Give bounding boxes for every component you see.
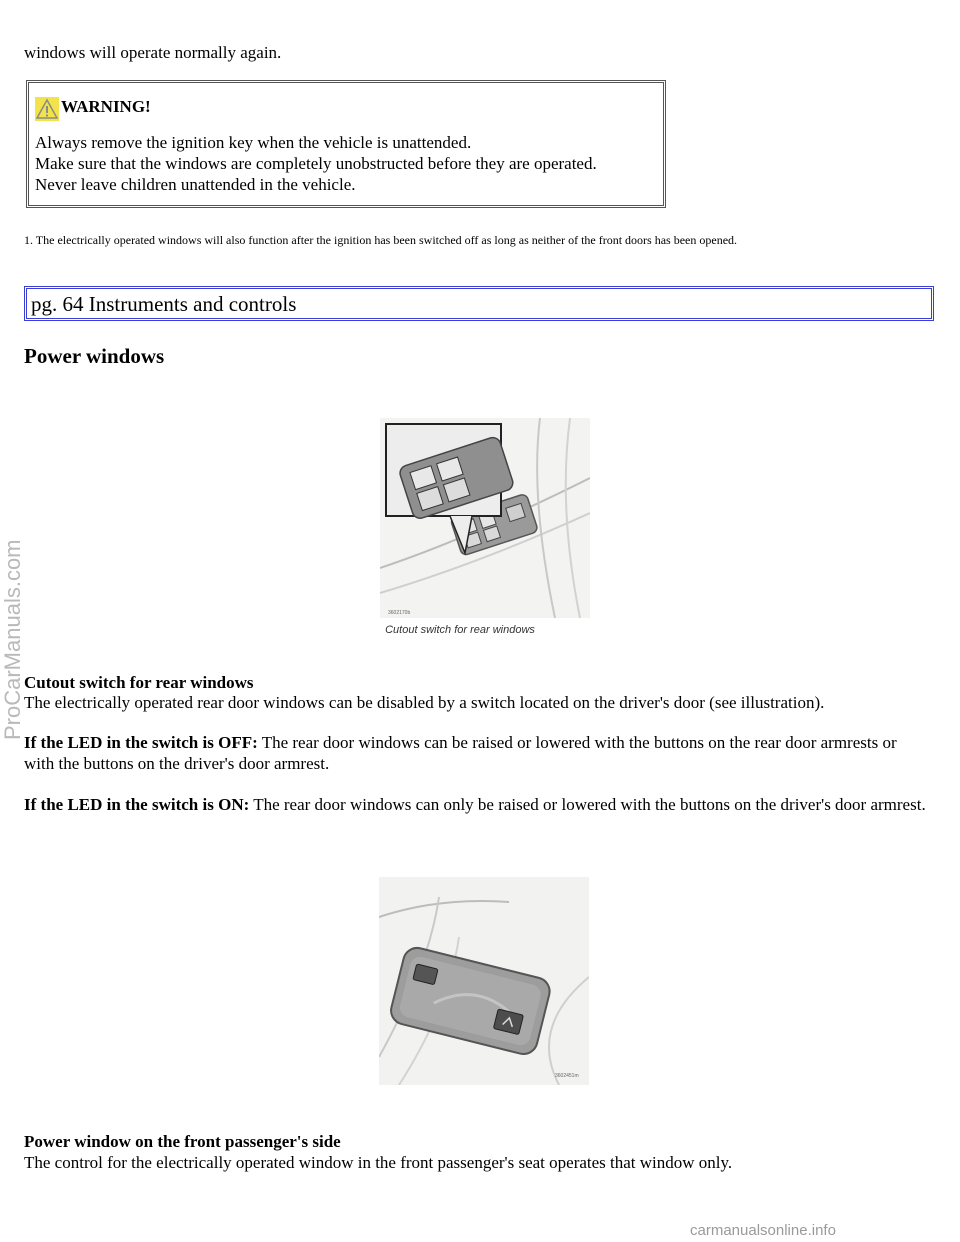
- footnote: 1. The electrically operated windows will also function after the ignition has been switched off as long as neither of the front doors has been opened.: [24, 233, 738, 247]
- watermark-side: ProCarManuals.com: [0, 539, 25, 740]
- door-switch-illustration: [380, 418, 590, 618]
- led-on-text: The rear door windows can only be raised or lowered with the buttons on the driver's door armrest.: [249, 795, 926, 814]
- warning-line: Never leave children unattended in the vehicle.: [35, 175, 356, 194]
- watermark-bottom: carmanualsonline.info: [690, 1222, 836, 1239]
- passenger-heading: Power window on the front passenger's side: [24, 1132, 341, 1151]
- warning-triangle-icon: [35, 97, 59, 121]
- cutout-text: The electrically operated rear door windows can be disabled by a switch located on the driver's door (see illustration).: [24, 693, 825, 712]
- warning-line: Always remove the ignition key when the vehicle is unattended.: [35, 133, 472, 152]
- warning-title: WARNING!: [61, 97, 151, 116]
- warning-line: Make sure that the windows are completely unobstructed before they are operated.: [35, 154, 597, 173]
- figure-code: 3602170b: [388, 610, 411, 616]
- figure-cutout-switch: [380, 418, 590, 640]
- intro-line: windows will operate normally again.: [24, 43, 282, 62]
- figure-passenger-switch: [379, 877, 589, 1085]
- passenger-switch-illustration: [379, 877, 589, 1085]
- passenger-text: The control for the electrically operated window in the front passenger's seat operates that window only.: [24, 1153, 733, 1172]
- figure-caption: Cutout switch for rear windows: [385, 624, 535, 636]
- section-title: Power windows: [24, 344, 165, 368]
- led-on-paragraph: [24, 794, 942, 815]
- page-header: pg. 64 Instruments and controls: [24, 286, 934, 321]
- warning-box: [26, 80, 666, 208]
- led-off-label: If the LED in the switch is OFF:: [24, 733, 258, 752]
- figure-code: 3602451m: [555, 1073, 579, 1079]
- led-on-label: If the LED in the switch is ON:: [24, 795, 250, 814]
- led-off-text: The rear door windows can be raised or lowered with the buttons on the rear door armrests or with the buttons on the driver's door armrest.: [24, 733, 897, 773]
- cutout-heading: Cutout switch for rear windows: [24, 673, 254, 692]
